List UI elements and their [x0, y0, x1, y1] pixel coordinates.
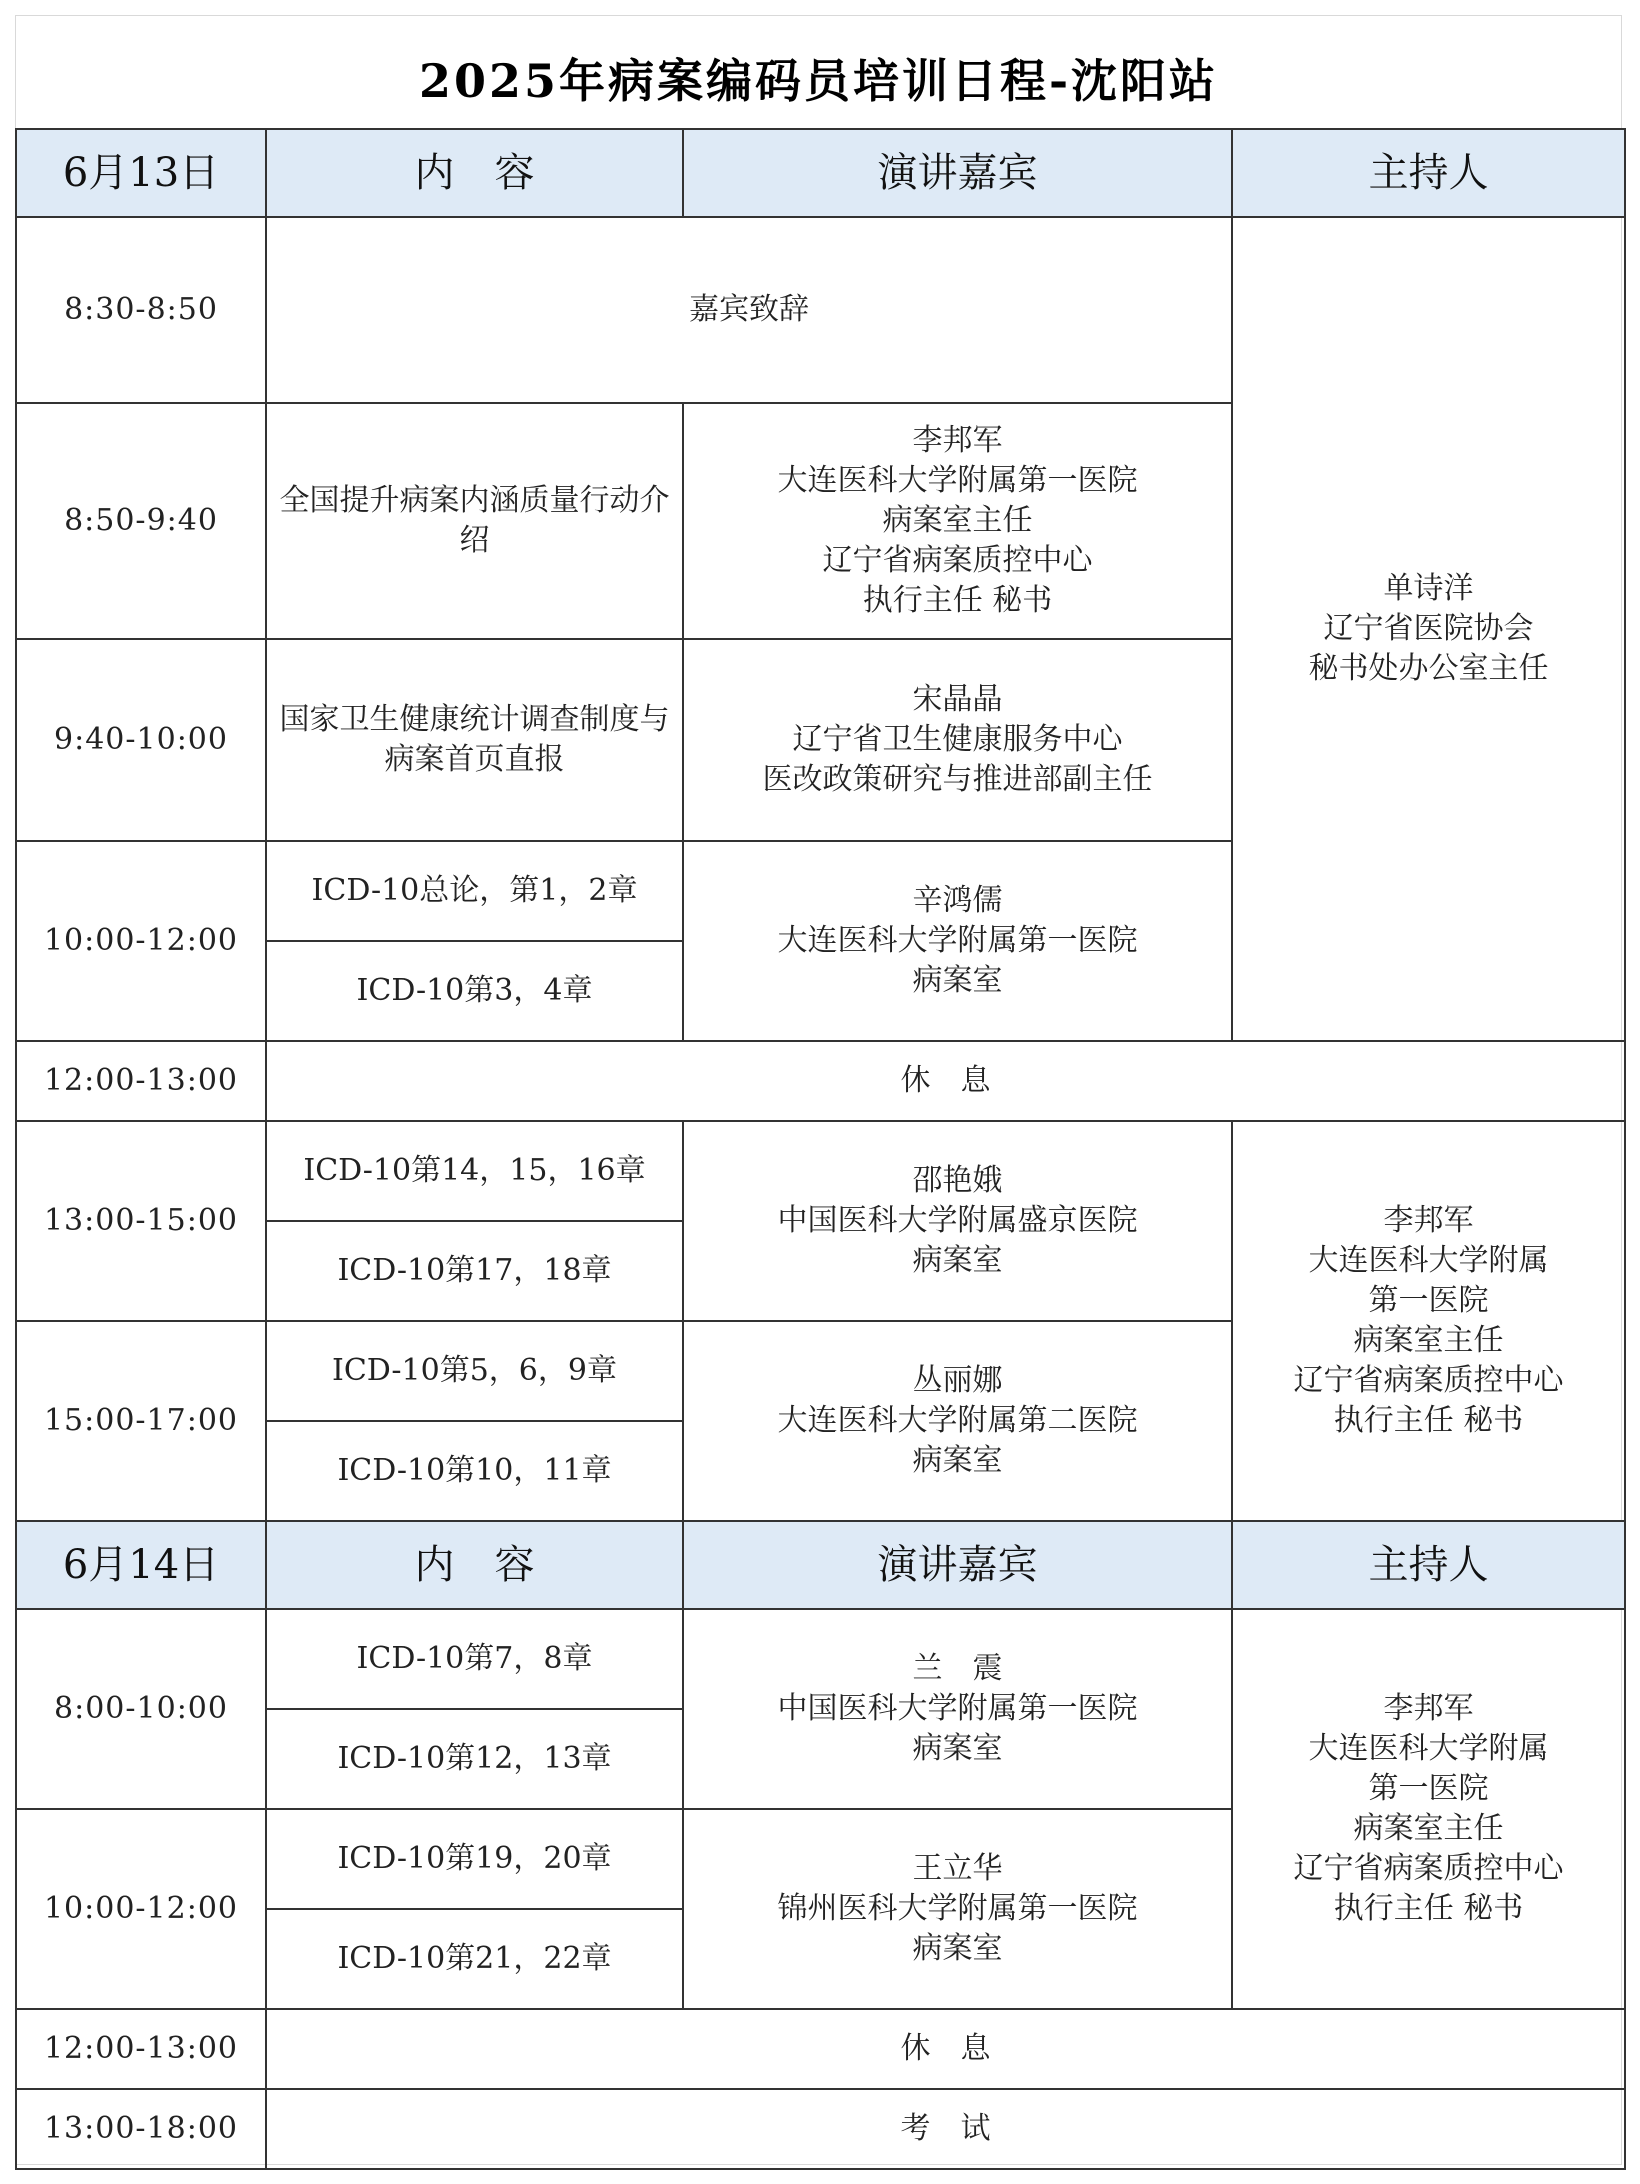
text-line: 辽宁省病案质控中心	[1293, 1851, 1564, 1886]
day2-header-row	[16, 1521, 1625, 1609]
host-lines	[1239, 1689, 1618, 1929]
speaker-cell	[683, 1809, 1232, 2009]
text-line: 邵艳娥	[912, 1163, 1003, 1198]
text-line: 执行主任 秘书	[1333, 1403, 1524, 1438]
speaker-lines	[690, 680, 1225, 800]
time-cell: 10:00-12:00	[16, 841, 266, 1041]
table-row	[16, 2009, 1625, 2089]
text-line: 兰 震	[912, 1651, 1003, 1686]
day1-header-row	[16, 129, 1625, 217]
break-cell: 休 息	[266, 2009, 1625, 2089]
table-row	[16, 1609, 1625, 1709]
content-cell: ICD-10第10，11章	[266, 1421, 683, 1521]
table-row	[16, 217, 1625, 403]
text-line: 中国医科大学附属盛京医院	[777, 1203, 1138, 1238]
time-cell: 8:30-8:50	[16, 217, 266, 403]
content-cell: 全国提升病案内涵质量行动介绍	[266, 403, 683, 639]
table-row	[16, 2089, 1625, 2169]
header-speaker: 演讲嘉宾	[683, 129, 1232, 217]
content-cell: 国家卫生健康统计调查制度与病案首页直报	[266, 639, 683, 841]
text-line: 辽宁省卫生健康服务中心	[792, 722, 1123, 757]
text-line: 病案室主任	[1353, 1811, 1504, 1846]
text-line: 病案室	[912, 1443, 1003, 1478]
speaker-cell	[683, 639, 1232, 841]
speaker-cell	[683, 1609, 1232, 1809]
content-cell: ICD-10总论，第1，2章	[266, 841, 683, 941]
host-cell	[1232, 1609, 1625, 2009]
text-line: 病案室	[912, 1731, 1003, 1766]
text-line: 执行主任 秘书	[1333, 1891, 1524, 1926]
table-row	[16, 1041, 1625, 1121]
text-line: 医改政策研究与推进部副主任	[762, 762, 1153, 797]
host-lines	[1239, 569, 1618, 689]
header-speaker: 演讲嘉宾	[683, 1521, 1232, 1609]
speaker-lines	[690, 1649, 1225, 1769]
day2-date: 6月14日	[16, 1521, 266, 1609]
page-title: 2025年病案编码员培训日程-沈阳站	[418, 54, 1219, 108]
host-lines	[1239, 1201, 1618, 1441]
text-line: 中国医科大学附属第一医院	[777, 1691, 1138, 1726]
content-cell: ICD-10第14，15，16章	[266, 1121, 683, 1221]
time-cell: 10:00-12:00	[16, 1809, 266, 2009]
speaker-lines	[690, 1361, 1225, 1481]
break-cell: 休 息	[266, 1041, 1625, 1121]
time-cell: 12:00-13:00	[16, 1041, 266, 1121]
text-line: 大连医科大学附属第一医院	[777, 463, 1138, 498]
time-cell: 15:00-17:00	[16, 1321, 266, 1521]
text-line: 执行主任 秘书	[862, 583, 1053, 618]
text-line: 病案室	[912, 963, 1003, 998]
text-line: 宋晶晶	[912, 682, 1003, 717]
text-line: 李邦军	[1383, 1691, 1474, 1726]
speaker-lines	[690, 881, 1225, 1001]
text-line: 李邦军	[1383, 1203, 1474, 1238]
time-cell: 13:00-15:00	[16, 1121, 266, 1321]
header-host: 主持人	[1232, 129, 1625, 217]
text-line: 王立华	[912, 1851, 1003, 1886]
speaker-cell	[683, 403, 1232, 639]
text-line: 病案室主任	[1353, 1323, 1504, 1358]
host-cell	[1232, 1121, 1625, 1521]
content-cell: ICD-10第7，8章	[266, 1609, 683, 1709]
header-content: 内 容	[266, 1521, 683, 1609]
text-line: 大连医科大学附属第一医院	[777, 923, 1138, 958]
speaker-cell	[683, 1321, 1232, 1521]
table-row	[16, 1121, 1625, 1221]
speaker-lines	[690, 1849, 1225, 1969]
content-cell: ICD-10第21，22章	[266, 1909, 683, 2009]
text-line: 辽宁省病案质控中心	[822, 543, 1093, 578]
header-host: 主持人	[1232, 1521, 1625, 1609]
day1-date: 6月13日	[16, 129, 266, 217]
text-line: 辛鸿儒	[912, 883, 1003, 918]
speaker-cell	[683, 1121, 1232, 1321]
speaker-lines	[690, 1161, 1225, 1281]
content-cell: ICD-10第5，6，9章	[266, 1321, 683, 1421]
exam-cell: 考 试	[266, 2089, 1625, 2169]
time-cell: 9:40-10:00	[16, 639, 266, 841]
time-cell: 13:00-18:00	[16, 2089, 266, 2169]
text-line: 秘书处办公室主任	[1308, 651, 1549, 686]
schedule-table	[15, 128, 1626, 2170]
text-line: 病案室	[912, 1931, 1003, 1966]
content-cell: ICD-10第3，4章	[266, 941, 683, 1041]
speaker-lines	[690, 421, 1225, 621]
text-line: 大连医科大学附属	[1308, 1731, 1549, 1766]
text-line: 大连医科大学附属第二医院	[777, 1403, 1138, 1438]
text-line: 丛丽娜	[912, 1363, 1003, 1398]
text-line: 李邦军	[912, 423, 1003, 458]
text-line: 单诗洋	[1383, 571, 1474, 606]
text-line: 辽宁省病案质控中心	[1293, 1363, 1564, 1398]
time-cell: 8:50-9:40	[16, 403, 266, 639]
text-line: 辽宁省医院协会	[1323, 611, 1534, 646]
header-content: 内 容	[266, 129, 683, 217]
content-cell: ICD-10第19，20章	[266, 1809, 683, 1909]
text-line: 第一医院	[1368, 1283, 1489, 1318]
text-line: 病案室主任	[882, 503, 1033, 538]
time-cell: 8:00-10:00	[16, 1609, 266, 1809]
content-cell: ICD-10第12，13章	[266, 1709, 683, 1809]
host-cell	[1232, 217, 1625, 1041]
text-line: 锦州医科大学附属第一医院	[777, 1891, 1138, 1926]
content-cell: ICD-10第17，18章	[266, 1221, 683, 1321]
text-line: 第一医院	[1368, 1771, 1489, 1806]
time-cell: 12:00-13:00	[16, 2009, 266, 2089]
text-line: 病案室	[912, 1243, 1003, 1278]
speaker-cell	[683, 841, 1232, 1041]
text-line: 大连医科大学附属	[1308, 1243, 1549, 1278]
content-cell: 嘉宾致辞	[266, 217, 1232, 403]
